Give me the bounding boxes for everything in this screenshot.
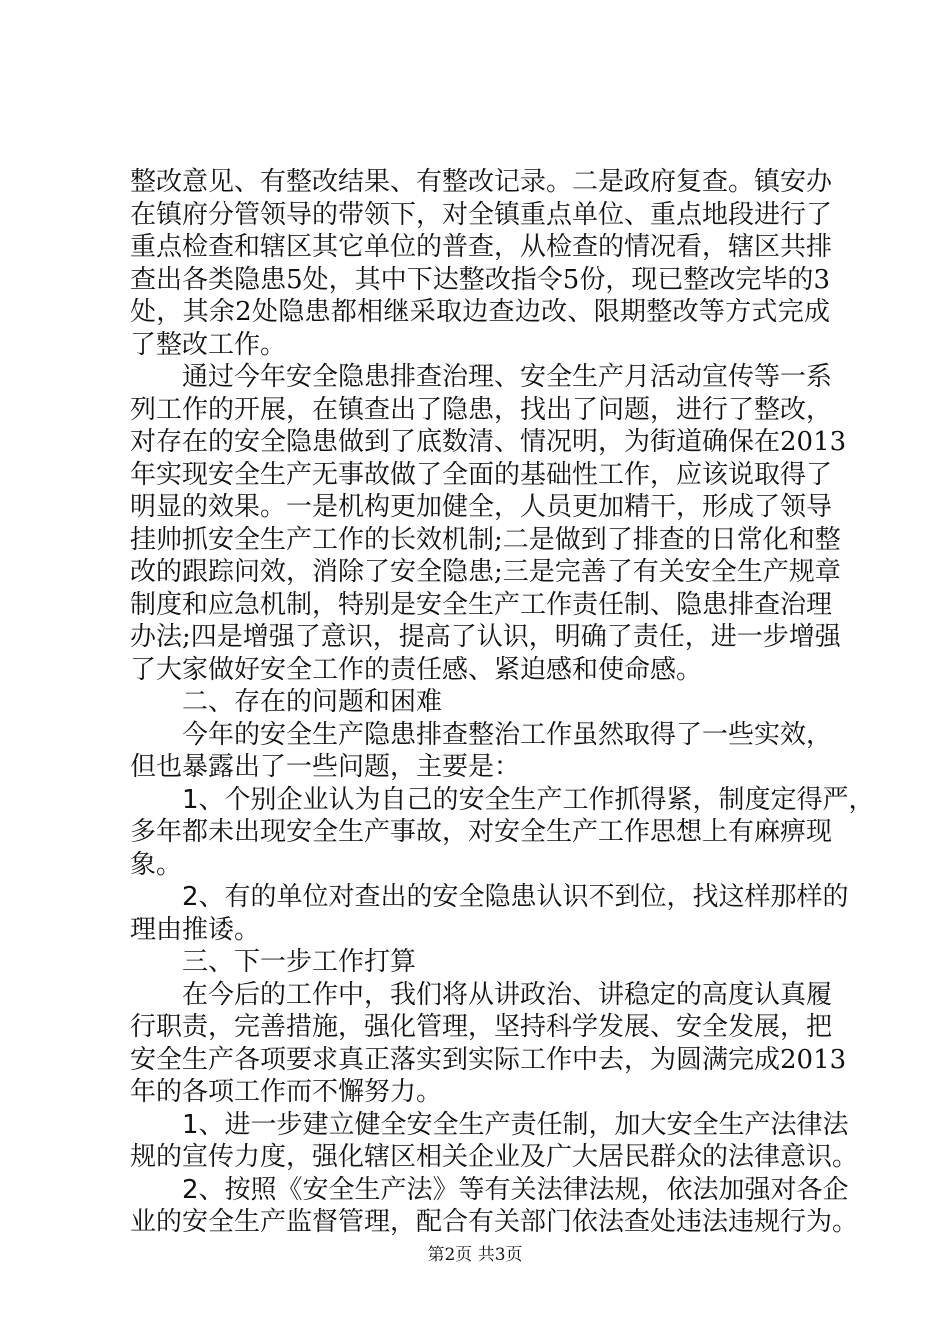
text-line: 安全生产各项要求真正落实到实际工作中去，为圆满完成2013 xyxy=(130,1044,847,1075)
text-line: 但也暴露出了一些问题，主要是： xyxy=(130,752,521,782)
text-line: 行职责，完善措施，强化管理，坚持科学发展、安全发展，把 xyxy=(130,1012,833,1042)
text-line: 二、存在的问题和困难 xyxy=(130,687,443,717)
text-line: 列工作的开展，在镇查出了隐患，找出了问题，进行了整改， xyxy=(130,394,833,425)
text-line: 了整改工作。 xyxy=(130,329,287,360)
text-line: 1、进一步建立健全安全生产责任制，加大安全生产法律法 xyxy=(130,1109,849,1140)
text-line: 办法;四是增强了意识，提高了认识，明确了责任，进一步增强 xyxy=(130,622,841,652)
text-line: 2、有的单位对查出的安全隐患认识不到位，找这样那样的 xyxy=(130,882,849,912)
text-line: 查出各类隐患5处，其中下达整改指令5份，现已整改完毕的3 xyxy=(130,264,830,295)
text-line: 处，其余2处隐患都相继采取边查边改、限期整改等方式完成 xyxy=(130,297,830,327)
text-line: 制度和应急机制，特别是安全生产工作责任制、隐患排查治理 xyxy=(130,589,833,620)
page-footer: 第2页 共3页 xyxy=(427,1245,523,1265)
text-line: 2、按照《安全生产法》等有关法律法规，依法加强对各企 xyxy=(130,1174,849,1205)
text-line: 挂帅抓安全生产工作的长效机制;二是做到了排查的日常化和整 xyxy=(130,524,841,555)
document-body xyxy=(130,166,875,1239)
text-line: 象。 xyxy=(130,849,183,880)
text-line: 规的宣传力度，强化辖区相关企业及广大居民群众的法律意识。 xyxy=(130,1142,859,1172)
text-line: 三、下一步工作打算 xyxy=(130,947,417,977)
text-line: 在镇府分管领导的带领下，对全镇重点单位、重点地段进行了 xyxy=(130,199,833,230)
text-line: 整改意见、有整改结果、有整改记录。二是政府复查。镇安办 xyxy=(130,167,833,197)
text-line: 理由推诿。 xyxy=(130,914,261,945)
text-line: 明显的效果。一是机构更加健全，人员更加精干，形成了领导 xyxy=(130,492,833,522)
text-line: 1、个别企业认为自己的安全生产工作抓得紧，制度定得严， xyxy=(130,784,875,815)
text-line: 改的跟踪问效，消除了安全隐患;三是完善了有关安全生产规章 xyxy=(130,557,841,587)
text-line: 业的安全生产监督管理，配合有关部门依法查处违法违规行为。 xyxy=(130,1207,859,1237)
text-line: 了大家做好安全工作的责任感、紧迫感和使命感。 xyxy=(130,654,703,685)
text-line: 年实现安全生产无事故做了全面的基础性工作，应该说取得了 xyxy=(130,459,833,490)
text-line: 对存在的安全隐患做到了底数清、情况明，为街道确保在2013 xyxy=(130,427,847,457)
text-line: 通过今年安全隐患排查治理、安全生产月活动宣传等一系 xyxy=(130,362,833,392)
text-line: 在今后的工作中，我们将从讲政治、讲稳定的高度认真履 xyxy=(130,979,833,1010)
text-line: 今年的安全生产隐患排查整治工作虽然取得了一些实效， xyxy=(130,719,833,750)
text-line: 重点检查和辖区其它单位的普查，从检查的情况看，辖区共排 xyxy=(130,232,833,262)
text-line: 多年都未出现安全生产事故，对安全生产工作思想上有麻痹现 xyxy=(130,817,833,847)
text-line: 年的各项工作而不懈努力。 xyxy=(130,1077,443,1107)
